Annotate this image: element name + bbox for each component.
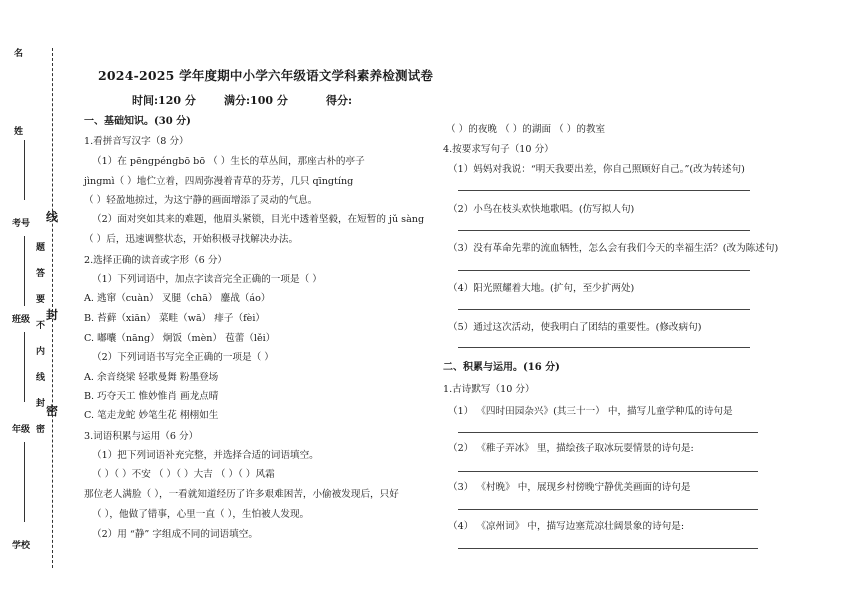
right-text-line: （1） 《四时田园杂兴》(其三十一） 中，描写儿童学种瓜的诗句是: [448, 406, 733, 417]
left-text-line: B. 巧夺天工 惟妙惟肖 画龙点晴: [84, 391, 219, 402]
seal-big-char: 线: [46, 210, 59, 224]
answer-line[interactable]: [458, 190, 750, 191]
exam-full-score: 满分:100 分: [224, 94, 288, 107]
right-text-line: 二、积累与运用。(16 分): [443, 362, 560, 373]
left-text-line: （2）下列词语书写完全正确的一项是（ ）: [92, 352, 274, 363]
answer-line[interactable]: [458, 432, 758, 433]
left-text-line: A. 余音绕梁 轻歌曼舞 粉墨登场: [84, 372, 219, 383]
right-text-line: （4） 《凉州词》 中，描写边塞荒凉壮阔景象的诗句是:: [448, 521, 685, 532]
seal-big-char: 密: [46, 404, 59, 418]
exam-time: 时间:120 分: [132, 94, 196, 107]
answer-line[interactable]: [458, 230, 750, 231]
left-text-line: 那位老人满脸（ ），一看就知道经历了许多艰难困苦，小偷被发现后，只好: [84, 489, 399, 500]
answer-line[interactable]: [458, 471, 758, 472]
seal-char: 不: [36, 321, 46, 331]
left-text-line: jìngmì（ ）地伫立着，四周弥漫着青草的芬芳，几只 qīngtíng: [84, 176, 354, 187]
left-text-line: 3.词语积累与运用（6 分）: [84, 431, 199, 442]
answer-line[interactable]: [458, 347, 750, 348]
right-text-line: 1.古诗默写（10 分）: [443, 384, 535, 395]
exam-no-label: 考号: [12, 219, 31, 229]
left-text-line: 2.选择正确的读音或字形（6 分）: [84, 255, 228, 266]
seal-char: 密: [36, 425, 46, 435]
left-text-line: （ ），他做了错事，心里一直（ ），生怕被人发现。: [92, 509, 310, 520]
answer-line[interactable]: [458, 509, 758, 510]
left-text-line: （1）把下列词语补充完整，并选择合适的词语填空。: [92, 450, 319, 461]
left-text-line: B. 苔藓（xiān） 菜畦（wā） 痱子（fèi）: [84, 313, 265, 324]
left-text-line: 1.看拼音写汉字（8 分）: [84, 136, 189, 147]
left-text-line: （1）在 pēngpéngbō bō （ ）生长的草丛间，那座古朴的亭子: [92, 156, 365, 167]
left-text-line: （2）面对突如其来的难题，他眉头紧锁，目光中透着坚毅，在短暂的 jǔ sàng: [92, 214, 425, 225]
seal-char: 要: [36, 295, 46, 305]
right-text-line: 4.按要求写句子（10 分）: [443, 144, 554, 155]
answer-line[interactable]: [458, 270, 750, 271]
seal-char: 封: [36, 399, 46, 409]
binding-strip: [0, 0, 60, 607]
name-fill-line[interactable]: [24, 140, 25, 200]
class-label: 班级: [12, 315, 31, 325]
answer-line[interactable]: [458, 309, 750, 310]
seal-char: 内: [36, 347, 46, 357]
grade-label: 年级: [12, 425, 31, 435]
left-text-line: A. 逃窜（cuàn） 叉腿（chā） 鏖战（áo）: [84, 293, 271, 304]
exam-score-field[interactable]: 得分:: [326, 94, 353, 107]
school-label: 学校: [12, 541, 31, 551]
left-text-line: （2）用 “静” 字组成不同的词语填空。: [92, 529, 258, 540]
seal-char: 题: [36, 243, 46, 253]
class-fill-line[interactable]: [24, 332, 25, 402]
right-text-line: （3）没有革命先辈的流血牺牲，怎么会有我们今天的幸福生活？(改为陈述句): [448, 243, 779, 254]
right-text-line: （2） 《稚子弄冰》 里，描绘孩子取冰玩耍情景的诗句是:: [448, 443, 694, 454]
right-text-line: （ ）的夜晚 （ ）的湖面 （ ）的教室: [446, 124, 606, 135]
name-label: 名: [14, 49, 24, 59]
seal-char: 答: [36, 269, 46, 279]
name-label-2: 姓: [14, 127, 24, 137]
seal-char: 线: [36, 373, 46, 383]
left-text-line: C. 嘟囔（nāng） 炯饭（mèn） 苞蕾（lěi）: [84, 333, 276, 344]
left-text-line: 一、基础知识。(30 分): [84, 116, 191, 127]
left-text-line: （ ）（ ）不安 （ ）（ ）大吉 （ ）（ ）风霜: [92, 469, 275, 480]
right-text-line: （5）通过这次活动，使我明白了团结的重要性。(修改病句): [448, 322, 702, 333]
exam-title: 2024-2025 学年度期中小学六年级语文学科素养检测试卷: [98, 68, 434, 83]
seal-big-char: 封: [46, 308, 59, 322]
exam-no-fill-line[interactable]: [24, 236, 25, 306]
left-text-line: C. 笔走龙蛇 妙笔生花 栩栩如生: [84, 410, 219, 421]
right-text-line: （3） 《村晚》 中，展现乡村傍晚宁静优美画面的诗句是: [448, 482, 691, 493]
grade-fill-line[interactable]: [24, 442, 25, 522]
right-text-line: （1）妈妈对我说：“明天我要出差，你自己照顾好自己。”(改为转述句): [448, 164, 745, 175]
left-text-line: （1）下列词语中，加点字读音完全正确的一项是（ ）: [92, 274, 322, 285]
answer-line[interactable]: [458, 548, 758, 549]
left-text-line: （ ）后，迅速调整状态，开始积极寻找解决办法。: [84, 234, 299, 245]
right-text-line: （4）阳光照耀着大地。(扩句，至少扩两处): [448, 283, 635, 294]
left-text-line: （ ）轻盈地掠过，为这宁静的画面增添了灵动的气息。: [84, 195, 318, 206]
right-text-line: （2）小鸟在枝头欢快地歌唱。(仿写拟人句): [448, 204, 635, 215]
